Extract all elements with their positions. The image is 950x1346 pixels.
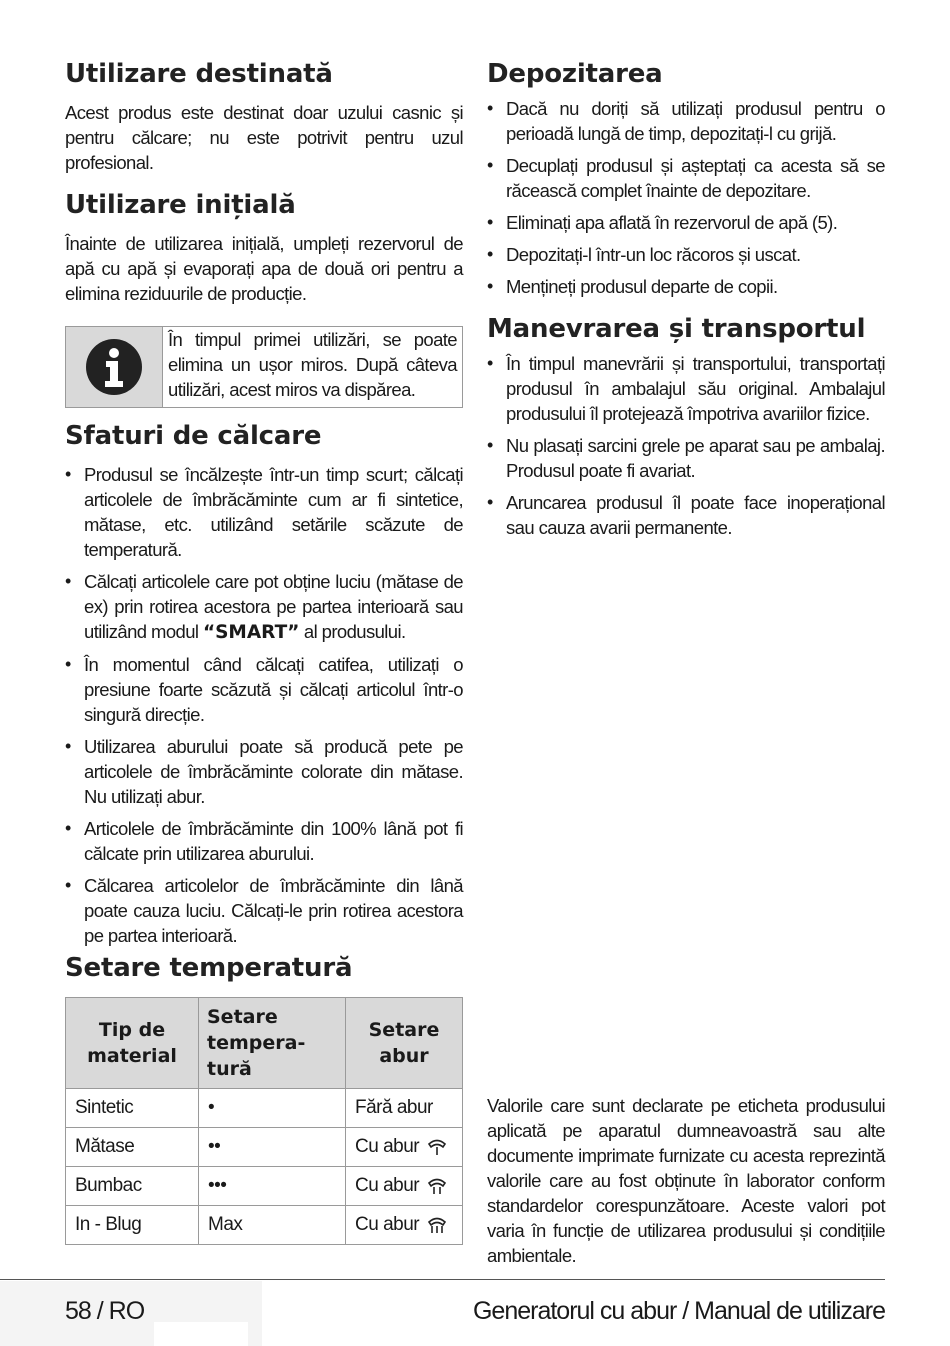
cell-material: Bumbac bbox=[66, 1167, 199, 1206]
cell-steam: Cu abur bbox=[346, 1128, 463, 1167]
list-item: • Dacă nu doriți să utilizați produsul pentru o perioadă lungă de timp, depozitați-l cu grijă. bbox=[487, 96, 885, 146]
cell-material: Mătase bbox=[66, 1128, 199, 1167]
header-material: Tip de material bbox=[66, 998, 199, 1089]
cell-steam: Cu abur bbox=[346, 1206, 463, 1245]
note-text: În timpul primei utilizări, se poate elimina un ușor miros. După câteva utilizări, acest miros va dispărea. bbox=[168, 329, 457, 400]
list-item: • În momentul când călcați catifea, utilizați o presiune foarte scăzută și călcați articolul într-o singură direcție. bbox=[65, 652, 463, 727]
cell-temp: ••• bbox=[199, 1167, 346, 1206]
ironing-tips-list bbox=[65, 462, 463, 948]
cell-steam: Fără abur bbox=[346, 1089, 463, 1128]
header-steam: Setare abur bbox=[346, 998, 463, 1089]
storage-list bbox=[487, 96, 885, 299]
section-title-handling: Manevrarea și transportul bbox=[487, 314, 866, 344]
header-temp: Setare tempera-tură bbox=[199, 998, 346, 1089]
list-item: • Mențineți produsul departe de copii. bbox=[487, 274, 885, 299]
list-item: • Articolele de îmbrăcăminte din 100% lână pot fi călcate prin utilizarea aburului. bbox=[65, 816, 463, 866]
right-column bbox=[487, 58, 885, 547]
list-item: • Produsul se încălzește într-un timp scurt; călcați articolele de îmbrăcăminte cum ar fi sintetice, mătase, etc. utilizând setările scăzute de temperatură. bbox=[65, 462, 463, 562]
section-title-storage: Depozitarea bbox=[487, 59, 663, 89]
section-title-initial-use: Utilizare inițială bbox=[65, 190, 296, 220]
list-item: • Călcați articolele care pot obține luciu (mătase de ex) prin rotirea acestora pe partea interioară sau utilizând modul “SMART” al produsului. bbox=[65, 569, 463, 645]
initial-use-text: Înainte de utilizarea inițială, umpleți rezervorul de apă cu apă și evaporați apa de două ori pentru a elimina reziduurile de producție. bbox=[65, 233, 463, 304]
steam-icon bbox=[427, 1215, 447, 1235]
cell-temp: • bbox=[199, 1089, 346, 1128]
cell-material: In - Blug bbox=[66, 1206, 199, 1245]
cell-temp: Max bbox=[199, 1206, 346, 1245]
cell-steam: Cu abur bbox=[346, 1167, 463, 1206]
list-item: • În timpul manevrării și transportului, transportați produsul în ambalajul său original. Ambalajul produsului îl protejează împotriva avariilor fizice. bbox=[487, 351, 885, 426]
table-row bbox=[66, 1206, 463, 1245]
info-note bbox=[65, 326, 463, 408]
steam-icon bbox=[427, 1137, 447, 1157]
footer-title: Generatorul cu abur / Manual de utilizare bbox=[472, 1297, 885, 1325]
footer-divider bbox=[0, 1279, 885, 1280]
declared-values-text: Valorile care sunt declarate pe eticheta produsului aplicată pe aparatul dumneavoastră sau alte documente imprimate furnizate cu acesta reprezintă valorile care au fost obținute în laborator conform standardelor corespunzătoare. Aceste valori pot varia în funcție de utilizarea produsului și condițiile ambientale. bbox=[487, 1095, 885, 1266]
section-title-temperature: Setare temperatură bbox=[65, 953, 353, 983]
smart-mode-label: “SMART” bbox=[202, 622, 300, 643]
left-column bbox=[65, 58, 463, 955]
list-item: • Aruncarea produsul îl poate face inoperațional sau cauza avarii permanente. bbox=[487, 490, 885, 540]
page-number: 58 / RO bbox=[65, 1297, 145, 1325]
temperature-table bbox=[65, 997, 463, 1245]
section-title-ironing-tips: Sfaturi de călcare bbox=[65, 421, 322, 451]
list-item: • Utilizarea aburului poate să producă pete pe articolele de îmbrăcăminte colorate din mătase. Nu utilizați abur. bbox=[65, 734, 463, 809]
info-icon bbox=[66, 327, 163, 407]
intended-use-text: Acest produs este destinat doar uzului casnic și pentru călcare; nu este potrivit pentru uzul profesional. bbox=[65, 102, 463, 173]
steam-icon bbox=[427, 1176, 447, 1196]
table-row bbox=[66, 1128, 463, 1167]
cell-material: Sintetic bbox=[66, 1089, 199, 1128]
table-row bbox=[66, 1167, 463, 1206]
list-item: • Călcarea articolelor de îmbrăcăminte din lână poate cauza luciu. Călcați-le prin rotirea acestora pe partea interioară. bbox=[65, 873, 463, 948]
cell-temp: •• bbox=[199, 1128, 346, 1167]
list-item: • Depozitați-l într-un loc răcoros și uscat. bbox=[487, 242, 885, 267]
handling-list bbox=[487, 351, 885, 540]
list-item: • Eliminați apa aflată în rezervorul de apă (5). bbox=[487, 210, 885, 235]
footer-gap bbox=[154, 1322, 248, 1346]
table-header-row bbox=[66, 998, 463, 1089]
list-item: • Decuplați produsul și așteptați ca acesta să se răcească complet înainte de depozitare. bbox=[487, 153, 885, 203]
section-title-intended-use: Utilizare destinată bbox=[65, 59, 333, 89]
table-row bbox=[66, 1089, 463, 1128]
list-item: • Nu plasați sarcini grele pe aparat sau pe ambalaj. Produsul poate fi avariat. bbox=[487, 433, 885, 483]
